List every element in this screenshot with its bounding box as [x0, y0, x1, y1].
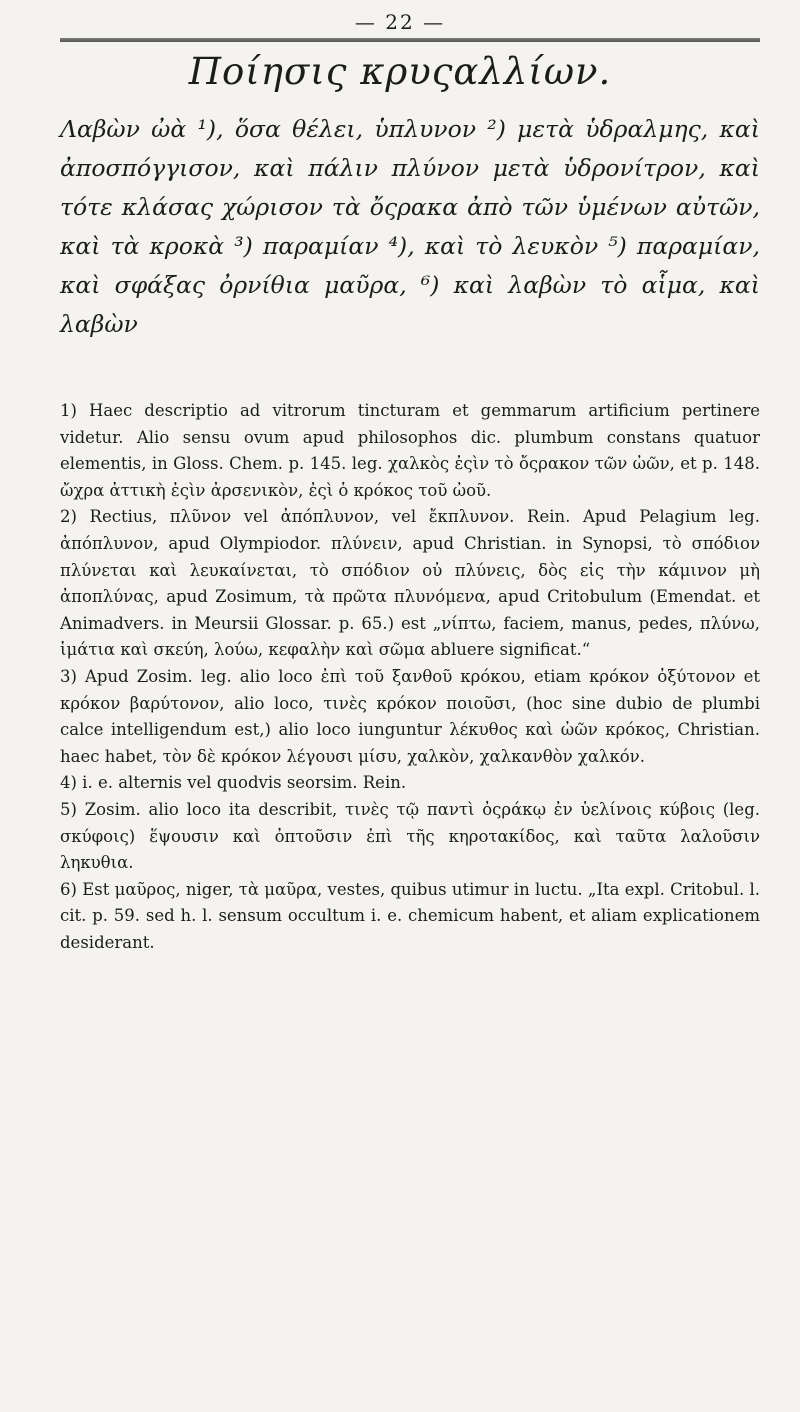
footnote-5: 5) Zosim. alio loco ita describit, τινὲς τῷ παντὶ ὀςράκῳ ἐν ὑελίνοις κύβοις (leg. σκύφοις) ἕψουσιν καὶ ὀπτοῦσιν ἐπὶ τῆς κηροτακίδος, καὶ ταῦτα λαλοῦσιν ληκυθια.	[60, 799, 760, 873]
footnote-4: 4) i. e. alternis vel quodvis seorsim. Rein.	[60, 773, 407, 793]
section-heading: Ποίησις κρυςαλλίων.	[188, 50, 612, 93]
top-rule	[60, 38, 760, 42]
footnotes	[60, 398, 760, 956]
footnote-3: 3) Apud Zosim. leg. alio loco ἐπὶ τοῦ ξανθοῦ κρόκου, etiam κρόκον ὀξύτονον et κρόκον βαρύτονον, alio loco, τινὲς κρόκον ποιοῦσι, (hoc sine dubio de plumbi calce intelligendum est,) alio loco iunguntur λέκυθος καὶ ὠῶν κρόκος, Christian. haec habet, τὸν δὲ κρόκον λέγουσι μίσυ, χαλκὸν, χαλκανθὸν χαλκόν.	[60, 666, 760, 766]
page-number: — 22 —	[354, 10, 446, 34]
footnote-6: 6) Est μαῦρος, niger, τὰ μαῦρα, vestes, quibus utimur in luctu. „Ita expl. Critobul. l. cit. p. 59. sed h. l. sensum occultum i. e. chemicum habent, et aliam explicationem desiderant.	[60, 879, 760, 952]
main-text: Λαβὼν ὠὰ ¹), ὅσα θέλει, ὑπλυνον ²) μετὰ ὑδραλμης, καὶ ἀποσπόγγισον, καὶ πάλιν πλύνον μετὰ ὑδρονίτρον, καὶ τότε κλάσας χώρισον τὰ ὄςρακα ἀπὸ τῶν ὑμένων αὐτῶν, καὶ τὰ κροκὰ ³) παραμίαν ⁴), καὶ τὸ λευκὸν ⁵) παραμίαν, καὶ σφάξας ὀρνίθια μαῦρα, ⁶) καὶ λαβὼν τὸ αἷμα, καὶ λαβὼν	[60, 115, 760, 338]
footnote-2: 2) Rectius, πλῦνον vel ἀπόπλυνον, vel ἔκπλυνον. Rein. Apud Pelagium leg. ἀπόπλυνον, apud Olympiodor. πλύνειν, apud Christian. in Synopsi, τὸ σπόδιον πλύνεται καὶ λευκαίνεται, τὸ σπόδιον οὐ πλύνεις, δὸς εἰς τὴν κάμινον μὴ ἀποπλύνας, apud Zosimum, τὰ πρῶτα πλυνόμενα, apud Critobulum (Emendat. et Animadvers. in Meursii Glossar. p. 65.) est „νίπτω, faciem, manus, pedes, πλύνω, ἱμάτια καὶ σκεύη, λούω, κεφαλὴν καὶ σῶμα abluere significat.“	[60, 507, 760, 660]
footnote-1: 1) Haec descriptio ad vitrorum tincturam et gemmarum artificium pertinere videtur. Alio sensu ovum apud philosophos dic. plumbum constans quatuor elementis, in Gloss. Chem. p. 145. leg. χαλκὸς ἐςὶν τὸ ὄςρακον τῶν ὠῶν, et p. 148. ὤχρα ἀττικὴ ἐςὶν ἀρσενικὸν, ἐςὶ ὁ κρόκος τοῦ ὠοῦ.	[60, 401, 760, 500]
